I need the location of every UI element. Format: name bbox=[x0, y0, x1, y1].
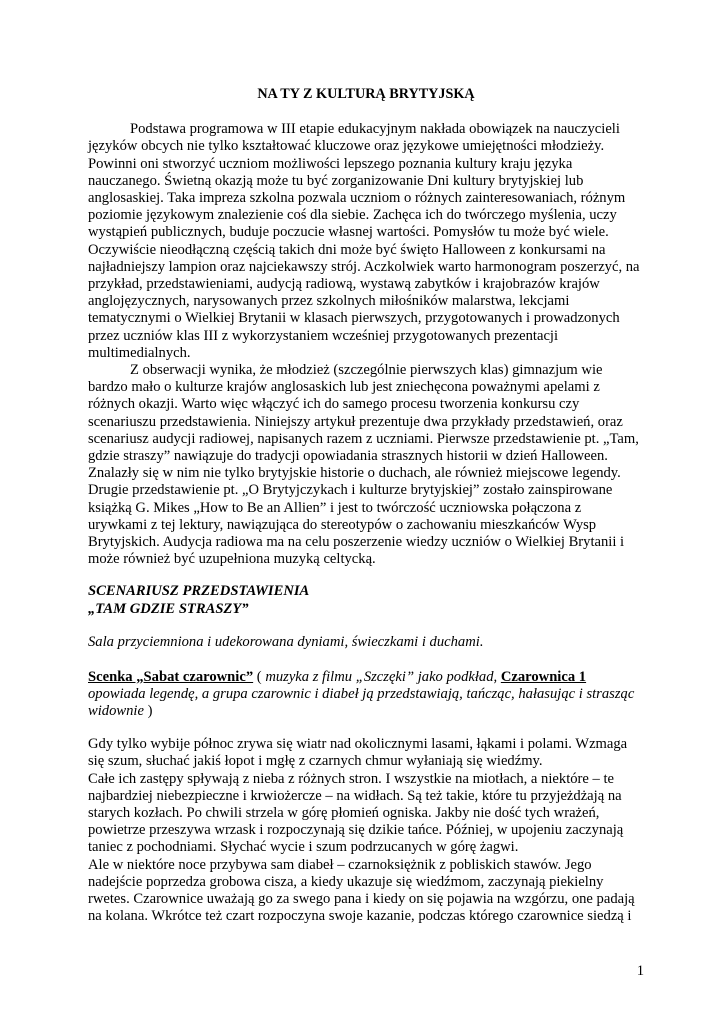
scene-direction-part-2: opowiada legendę, a grupa czarownic i diabeł ją przedstawiają, tańcząc, hałasując i strasząc widownie bbox=[88, 685, 635, 719]
body-paragraph-1: Gdy tylko wybije północ zrywa się wiatr nad okolicznymi lasami, łąkami i polami. Wzmaga się szum, słuchać jakiś łopot i mgłę z czarnych chmur wyłaniają się wiedźmy. bbox=[88, 736, 628, 770]
intro-paragraph-2: Z obserwacji wynika, że młodzież (szczególnie pierwszych klas) gimnazjum wie bardzo mało o kulturze krajów anglosaskich lub jest zniechęcona poważnymi apelami z różnych okazji. Warto więc włączyć ich do samego procesu tworzenia konkursu czy scenariuszu przedstawienia. Niniejszy artykuł prezentuje dwa przykłady przedstawień, oraz scenariusz audycji radiowej, napisanych razem z uczniami. Pierwsze przedstawienie pt. „Tam, gdzie straszy” nawiązuje do tradycji opowiadania strasznych historii w dzień Halloween. Znalazły się w nim nie tylko brytyjskie historie o duchach, ale również miejscowe legendy. Drugie przedstawienie pt. „O Brytyjczykach i kulturze brytyjskiej” zostało zainspirowane książką G. Mikes „How to Be an Allien” i jest to twórczość uczniowska połączona z urywkami z tej lektury, nawiązująca do stereotypów o zachowaniu mieszkańców Wysp Brytyjskich. Audycja radiowa ma na celu poszerzenie wiedzy uczniów o Wielkiej Brytanii i może również być uzupełniona muzyką celtycką. bbox=[88, 362, 639, 568]
scenario-heading bbox=[88, 583, 644, 618]
scene-name: Scenka „Sabat czarownic” bbox=[88, 668, 254, 685]
scenario-heading-line-1: SCENARIUSZ PRZEDSTAWIENIA bbox=[88, 583, 310, 600]
body-paragraph-2: Całe ich zastępy spływają z nieba z różnych stron. I wszystkie na miotłach, a niektóre – te najbardziej niebezpieczne i krwiożercze – na widłach. Są też takie, które tu przyjeżdżają na starych kozłach. Po chwili strzela w górę płomień ogniska. Jakby nie dość tych wrażeń, powietrze przeszywa wrzask i rozpoczynają się dzikie tańce. Później, w upojeniu zaczynają taniec z pochodniami. Słychać wycie i szum podrzucanych w górę żagwi. bbox=[88, 770, 624, 856]
scene-body bbox=[88, 736, 644, 925]
document-title: NA TY Z KULTURĄ BRYTYJSKĄ bbox=[257, 86, 475, 102]
scene-description bbox=[88, 669, 644, 721]
body-paragraph-3: Ale w niektóre noce przybywa sam diabeł – czarnoksiężnik z pobliskich stawów. Jego nadejście poprzedza grobowa cisza, a kiedy ukazuje się wiedźmom, zaczynają piekielny rwetes. Czarownice uważają go za swego pana i kiedy on się pojawia na wzgórzu, one padają na kolana. Wkrótce też czart rozpoczyna swoje kazanie, podczas którego czarownice siedzą i bbox=[88, 856, 635, 925]
stage-direction: Sala przyciemniona i udekorowana dyniami, świeczkami i duchami. bbox=[88, 634, 484, 651]
scene-open-paren: ( bbox=[253, 668, 266, 685]
scenario-heading-line-2: „TAM GDZIE STRASZY” bbox=[88, 600, 249, 617]
scene-close-paren: ) bbox=[143, 702, 153, 719]
scene-direction-part-1: muzyka z filmu „Szczęki” jako podkład, bbox=[265, 668, 501, 685]
intro-paragraph-1: Podstawa programowa w III etapie edukacyjnym nakłada obowiązek na nauczycieli języków obcych nie tylko kształtować kluczowe oraz językowe umiejętności młodzieży. Powinni oni stworzyć uczniom możliwości lepszego poznania kultury kraju języka nauczanego. Świetną okazją może tu być zorganizowanie Dni kultury brytyjskiej lub anglosaskiej. Taka impreza szkolna pozwala uczniom o różnych zainteresowaniach, różnym poziomie językowym znalezienie coś dla siebie. Zachęca ich do twórczego myślenia, uczy wystąpień publicznych, buduje poczucie własnej wartości. Pomysłów tu może być wiele. Oczywiście nieodłączną częścią takich dni może być święto Halloween z konkursami na najładniejszy lampion oraz najciekawszy strój. Aczkolwiek warto harmonogram poszerzyć, na przykład, przedstawieniami, audycją radiową, wystawą zabytków i krajobrazów krajów anglojęzycznych, narysowanych przez szkolnych miłośników malarstwa, lekcjami tematycznymi o Wielkiej Brytanii w klasach pierwszych, przygotowanych i prowadzonych przez uczniów klas III z wykorzystaniem wcześniej przygotowanych prezentacji multimedialnych. bbox=[88, 121, 640, 361]
scene-character: Czarownica 1 bbox=[500, 668, 587, 685]
page-number: 1 bbox=[636, 963, 644, 979]
document-page bbox=[88, 80, 644, 925]
